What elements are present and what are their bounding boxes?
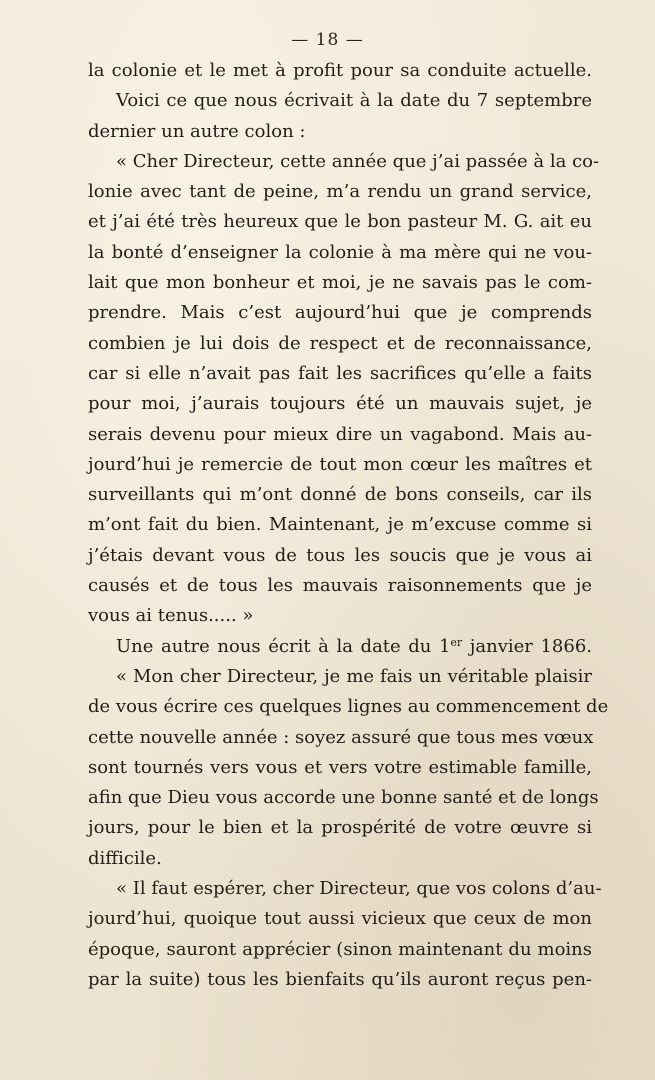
text-line: lait que mon bonheur et moi, je ne savais pas le com- [88,272,592,294]
text-line: car si elle n’avait pas fait les sacrifices qu’elle a faits [88,362,592,384]
text-line: surveillants qui m’ont donné de bons conseils, car ils [88,484,592,506]
text-line: Voici ce que nous écrivait à la date du 7 septembre [116,90,592,112]
text-line: pour moi, j’aurais toujours été un mauvais sujet, je [88,393,592,415]
text-line: « Cher Directeur, cette année que j’ai passée à la co- [116,150,600,172]
text-line: « Mon cher Directeur, je me fais un véritable plaisir [116,665,592,687]
text-line [88,632,592,662]
text-line: serais devenu pour mieux dire un vagabond. Mais au- [88,423,592,445]
text-line: vous ai tenus..... » [88,605,254,627]
text-line: cette nouvelle année : soyez assuré que tous mes vœux [88,726,594,748]
text-line: de vous écrire ces quelques lignes au commencement de [88,696,609,718]
text-line: afin que Dieu vous accorde une bonne santé et de longs [88,787,599,809]
text-line: j’étais devant vous de tous les soucis que je vous ai [88,544,592,566]
text-line: et j’ai été très heureux que le bon pasteur M. G. ait eu [88,211,592,233]
text-line: prendre. Mais c’est aujourd’hui que je comprends [88,302,592,324]
text-line: causés et de tous les mauvais raisonnements que je [88,575,592,597]
text-line: difficile. [88,847,162,869]
text-line: dernier un autre colon : [88,120,306,142]
text-line: sont tournés vers vous et vers votre estimable famille, [88,756,592,778]
text-line: jourd’hui, quoique tout aussi vicieux que ceux de mon [88,908,592,930]
text-line: m’ont fait du bien. Maintenant, je m’excuse comme si [88,514,592,536]
text-line: la colonie et le met à profit pour sa conduite actuelle. [88,60,592,81]
text-line: lonie avec tant de peine, m’a rendu un grand service, [88,181,592,203]
text-line: jours, pour le bien et la prospérité de votre œuvre si [88,817,592,839]
ordinal-superscript: er [450,635,463,649]
text-line: « Il faut espérer, cher Directeur, que vos colons d’au- [116,878,602,900]
text-line: par la suite) tous les bienfaits qu’ils auront reçus pen- [88,968,592,990]
text-line: époque, sauront apprécier (sinon maintenant du moins [88,938,592,960]
text-line: jourd’hui je remercie de tout mon cœur les maîtres et [88,453,592,475]
body-text [88,56,609,995]
date-line-after: janvier 1866. [462,635,592,657]
page-number: — 18 — [291,30,364,50]
text-line: combien je lui dois de respect et de reconnaissance, [88,332,592,354]
text-line: la bonté d’enseigner la colonie à ma mère qui ne vou- [88,241,592,263]
date-line-before: Une autre nous écrit à la date du 1 [116,635,451,657]
